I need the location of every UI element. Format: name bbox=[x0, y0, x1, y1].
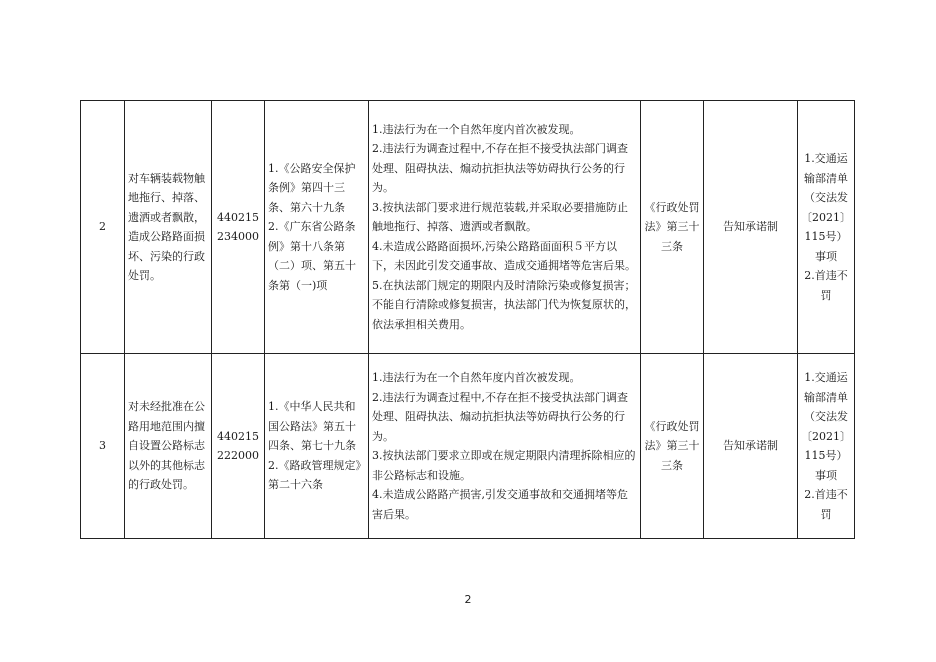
enforcement-method: 告知承诺制 bbox=[704, 354, 798, 539]
basis-item: 1.《公路安全保护条例》第四十三条、第六十九条 bbox=[268, 161, 356, 214]
legal-basis bbox=[265, 101, 369, 354]
enforcement-method: 告知承诺制 bbox=[704, 101, 798, 354]
condition-item: 1.违法行为在一个自然年度内首次被发现。 bbox=[372, 371, 581, 384]
table-row bbox=[81, 101, 855, 354]
item-name: 对未经批准在公路用地范围内擅自设置公路标志以外的其他标志的行政处罚。 bbox=[125, 354, 212, 539]
item-code: 440215234000 bbox=[212, 101, 265, 354]
legal-basis bbox=[265, 354, 369, 539]
item-name: 对车辆装载物触地拖行、掉落、遗洒或者飘散，造成公路路面损坏、污染的行政处罚。 bbox=[125, 101, 212, 354]
law-reference: 《行政处罚法》第三十三条 bbox=[641, 101, 704, 354]
remark-item: 1.交通运输部清单（交法发〔2021〕115号）事项 bbox=[801, 371, 851, 482]
condition-item: 4.未造成公路路面损坏,污染公路路面面积５平方以下，未因此引发交通事故、造成交通拥堵等危害后果。 bbox=[372, 239, 636, 273]
page-number: 2 bbox=[464, 593, 472, 606]
basis-item: 2.《广东省公路条例》第十八条第（二）项、第五十条第（一)项 bbox=[268, 220, 356, 292]
table-row bbox=[81, 354, 855, 539]
basis-item: 1.《中华人民共和国公路法》第五十四条、第七十九条 bbox=[268, 400, 356, 453]
condition-item: 3.按执法部门要求立即或在规定期限内清理拆除相应的非公路标志和设施。 bbox=[372, 449, 636, 482]
remark-item: 2.首违不罚 bbox=[804, 488, 848, 521]
conditions bbox=[369, 354, 641, 539]
basis-item: 2.《路政管理规定》第二十六条 bbox=[268, 458, 361, 492]
condition-item: 5.在执法部门规定的期限内及时清除污染或修复损害；不能自行清除或修复损害，执法部门代为恢复原状的，依法承担相关费用。 bbox=[372, 278, 636, 331]
remark-item: 1.交通运输部清单（交法发〔2021〕115号）事项 bbox=[801, 152, 851, 263]
remarks bbox=[798, 101, 855, 354]
condition-item: 3.按执法部门要求进行规范装载,并采取必要措施防止触地拖行、掉落、遗洒或者飘散。 bbox=[372, 200, 628, 234]
row-number: 3 bbox=[81, 354, 125, 539]
remark-item: 2.首违不罚 bbox=[804, 269, 848, 302]
remarks bbox=[798, 354, 855, 539]
law-reference: 《行政处罚法》第三十三条 bbox=[641, 354, 704, 539]
item-code: 440215222000 bbox=[212, 354, 265, 539]
condition-item: 1.违法行为在一个自然年度内首次被发现。 bbox=[372, 122, 581, 136]
penalty-table bbox=[80, 100, 855, 539]
condition-item: 2.违法行为调查过程中,不存在拒不接受执法部门调查处理、阻碍执法、煽动抗拒执法等妨碍执行公务的行为。 bbox=[372, 390, 628, 443]
conditions bbox=[369, 101, 641, 354]
condition-item: 4.未造成公路路产损害,引发交通事故和交通拥堵等危害后果。 bbox=[372, 488, 628, 521]
row-number: 2 bbox=[81, 101, 125, 354]
condition-item: 2.违法行为调查过程中,不存在拒不接受执法部门调查处理、阻碍执法、煽动抗拒执法等妨碍执行公务的行为。 bbox=[372, 142, 628, 195]
table-body bbox=[81, 101, 855, 539]
